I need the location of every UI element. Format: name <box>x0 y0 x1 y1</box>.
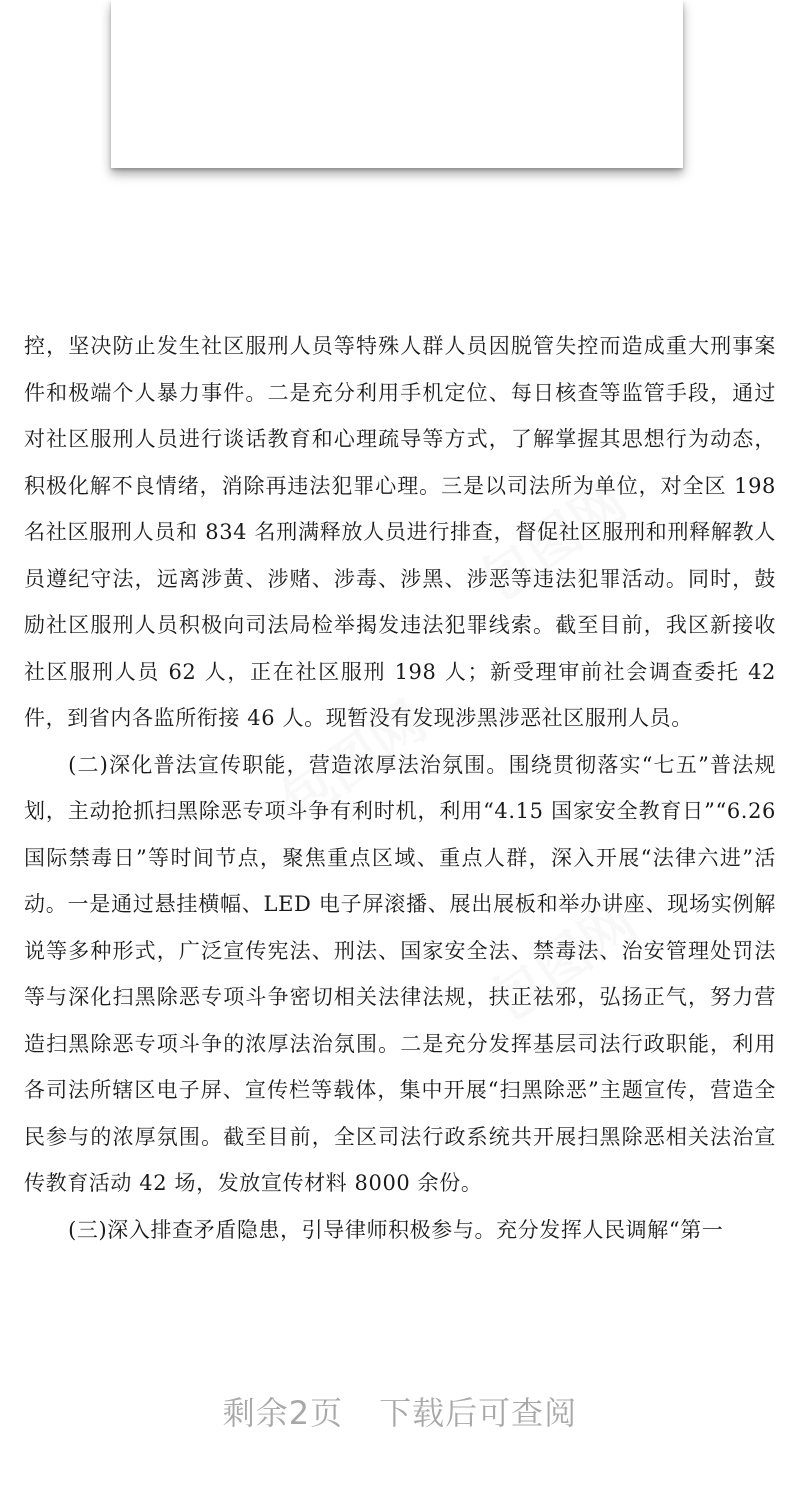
watermark: 包图网 <box>468 469 638 615</box>
previous-page-card <box>111 0 683 168</box>
download-prompt[interactable] <box>0 1388 800 1434</box>
paragraph: (二)深化普法宣传职能，营造浓厚法治氛围。围绕贯彻落实“七五”普法规划，主动抢抓扫黑除恶专项斗争有利时机，利用“4.15 国家安全教育日”“6.26 国际禁毒日”等时间节点，聚焦重点区域、重点人群，深入开展“法律六进”活动。一是通过悬挂横幅、LED 电子屏滚播、展出展板和举办讲座、现场实例解说等多种形式，广泛宣传宪法、刑法、国家安全法、禁毒法、治安管理处罚法等与深化扫黑除恶专项斗争密切相关法律法规，扶正祛邪，弘扬正气，努力营造扫黑除恶专项斗争的浓厚法治氛围。二是充分发挥基层司法行政职能，利用各司法所辖区电子屏、宣传栏等载体，集中开展“扫黑除恶”主题宣传，营造全民参与的浓厚氛围。截至目前，全区司法行政系统共开展扫黑除恶相关法治宣传教育活动 42 场，发放宣传材料 8000 余份。 <box>24 752 776 1195</box>
download-to-view-label: 下载后可查阅 <box>379 1394 578 1432</box>
paragraph: (三)深入排查矛盾隐患，引导律师积极参与。充分发挥人民调解“第一 <box>68 1217 724 1242</box>
watermark: 包图网 <box>268 689 438 835</box>
paragraph: 控，坚决防止发生社区服刑人员等特殊人群人员因脱管失控而造成重大刑事案件和极端个人暴力事件。二是充分利用手机定位、每日核查等监管手段，通过对社区服刑人员进行谈话教育和心理疏导等方式，了解掌握其思想行为动态，积极化解不良情绪，消除再违法犯罪心理。三是以司法所为单位，对全区 198 名社区服刑人员和 834 名刑满释放人员进行排查，督促社区服刑和刑释解教人员遵纪守法，远离涉黄、涉赌、涉毒、涉黑、涉恶等违法犯罪活动。同时，鼓励社区服刑人员积极向司法局检举揭发违法犯罪线索。截至目前，我区新接收社区服刑人员 62 人，正在社区服刑 198 人；新受理审前社会调查委托 42 件，到省内各监所衔接 46 人。现暂没有发现涉黑涉恶社区服刑人员。 <box>24 334 776 730</box>
document-body <box>24 323 776 1253</box>
watermark: 包图网 <box>478 889 648 1035</box>
remaining-pages-label: 剩余2页 <box>222 1394 344 1432</box>
